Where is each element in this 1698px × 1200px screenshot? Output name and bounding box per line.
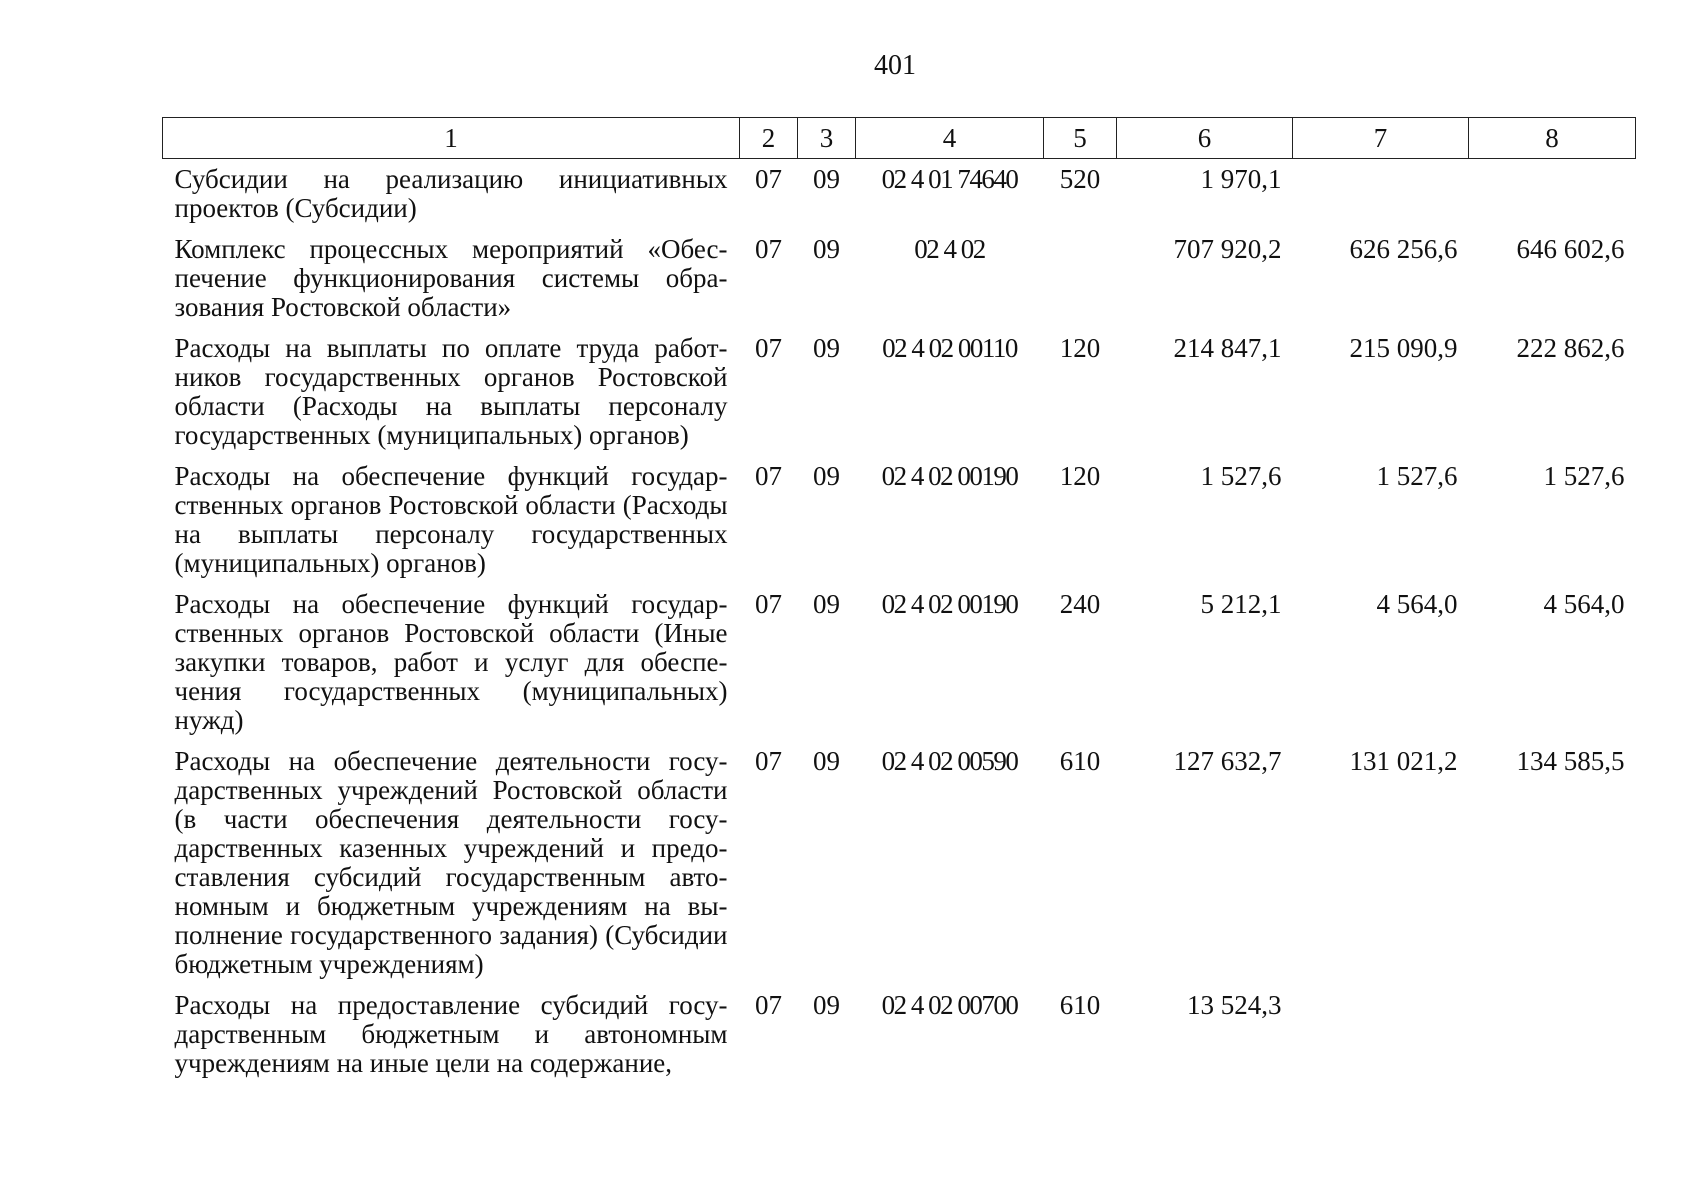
header-col-5: 5 — [1044, 118, 1117, 159]
row-amount-col7: 4 564,0 — [1376, 589, 1458, 619]
row-amount-col7: 215 090,9 — [1349, 333, 1458, 363]
row-target-code: 02 4 02 — [914, 234, 985, 264]
budget-table — [162, 117, 1636, 1084]
row-amount-col6: 127 632,7 — [1173, 746, 1282, 776]
table-row — [163, 159, 1636, 230]
row-amount-col6: 13 524,3 — [1187, 990, 1282, 1020]
header-col-8: 8 — [1469, 118, 1636, 159]
row-amount-col8 — [1469, 985, 1636, 1084]
header-col-1: 1 — [163, 118, 740, 159]
header-col-7: 7 — [1293, 118, 1469, 159]
table-row — [163, 229, 1636, 328]
row-amount-col6: 1 970,1 — [1200, 164, 1282, 194]
row-amount-col8 — [1469, 159, 1636, 230]
row-subsection: 09 — [813, 461, 840, 491]
row-subsection: 09 — [813, 164, 840, 194]
row-expense-type: 240 — [1059, 589, 1101, 619]
row-section: 07 — [755, 333, 782, 363]
row-expense-type — [1044, 229, 1117, 328]
table-row — [163, 456, 1636, 584]
row-amount-col6: 214 847,1 — [1173, 333, 1282, 363]
row-name: Субсидии на реализацию инициативных проектов (Субсидии) — [174, 164, 728, 223]
table-row — [163, 741, 1636, 985]
row-section: 07 — [755, 234, 782, 264]
row-section: 07 — [755, 746, 782, 776]
row-amount-col6: 5 212,1 — [1200, 589, 1282, 619]
row-target-code: 02 4 02 00190 — [881, 461, 1018, 491]
row-amount-col8: 4 564,0 — [1543, 589, 1625, 619]
row-target-code: 02 4 02 00590 — [881, 746, 1018, 776]
row-subsection: 09 — [813, 333, 840, 363]
row-subsection: 09 — [813, 990, 840, 1020]
row-amount-col8: 222 862,6 — [1516, 333, 1625, 363]
row-target-code: 02 4 02 00190 — [881, 589, 1018, 619]
row-subsection: 09 — [813, 234, 840, 264]
page-number: 401 — [874, 50, 916, 81]
row-target-code: 02 4 02 00110 — [882, 333, 1017, 363]
row-subsection: 09 — [813, 589, 840, 619]
row-section: 07 — [755, 164, 782, 194]
header-col-3: 3 — [798, 118, 856, 159]
row-name: Расходы на обеспечение функций государственных органов Ростовской области (Иные закупки товаров, работ и услуг для обеспечения государственных (муниципальных) нужд) — [174, 589, 728, 735]
row-name: Расходы на выплаты по оплате труда работников государственных органов Ростовской области (Расходы на выплаты персоналу государственных (муниципальных) органов) — [174, 333, 728, 450]
row-target-code: 02 4 02 00700 — [881, 990, 1018, 1020]
row-subsection: 09 — [813, 746, 840, 776]
row-name: Расходы на предоставление субсидий государственным бюджетным и автономным учреждениям на иные цели на содержание, — [174, 990, 728, 1078]
row-name: Расходы на обеспечение деятельности государственных учреждений Ростовской области (в части обеспечения деятельности государственных казенных учреждений и предоставления субсидий государственным автономным и бюджетным учреждениям на выполнение государственного задания) (Субсидии бюджетным учреждениям) — [174, 746, 728, 979]
header-col-4: 4 — [856, 118, 1044, 159]
table-header — [163, 118, 1636, 159]
table-row — [163, 328, 1636, 456]
row-amount-col6: 1 527,6 — [1200, 461, 1282, 491]
row-expense-type: 610 — [1059, 990, 1101, 1020]
row-amount-col7 — [1293, 159, 1469, 230]
row-section: 07 — [755, 990, 782, 1020]
row-expense-type: 120 — [1059, 461, 1101, 491]
header-col-6: 6 — [1117, 118, 1293, 159]
row-amount-col7: 1 527,6 — [1376, 461, 1458, 491]
table-row — [163, 985, 1636, 1084]
row-amount-col7: 131 021,2 — [1349, 746, 1458, 776]
row-amount-col8: 646 602,6 — [1516, 234, 1625, 264]
row-section: 07 — [755, 589, 782, 619]
row-expense-type: 610 — [1059, 746, 1101, 776]
table-body — [163, 159, 1636, 1085]
row-name: Комплекс процессных мероприятий «Обеспечение функционирования системы образования Ростовской области» — [174, 234, 728, 322]
row-name: Расходы на обеспечение функций государственных органов Ростовской области (Расходы на выплаты персоналу государственных (муниципальных) органов) — [174, 461, 728, 578]
row-amount-col7: 626 256,6 — [1349, 234, 1458, 264]
row-expense-type: 520 — [1059, 164, 1101, 194]
header-row — [163, 118, 1636, 159]
row-amount-col8: 134 585,5 — [1516, 746, 1625, 776]
row-amount-col8: 1 527,6 — [1543, 461, 1625, 491]
row-expense-type: 120 — [1059, 333, 1101, 363]
row-target-code: 02 4 01 74640 — [881, 164, 1018, 194]
table-row — [163, 584, 1636, 741]
header-col-2: 2 — [740, 118, 798, 159]
row-amount-col7 — [1293, 985, 1469, 1084]
row-amount-col6: 707 920,2 — [1173, 234, 1282, 264]
row-section: 07 — [755, 461, 782, 491]
